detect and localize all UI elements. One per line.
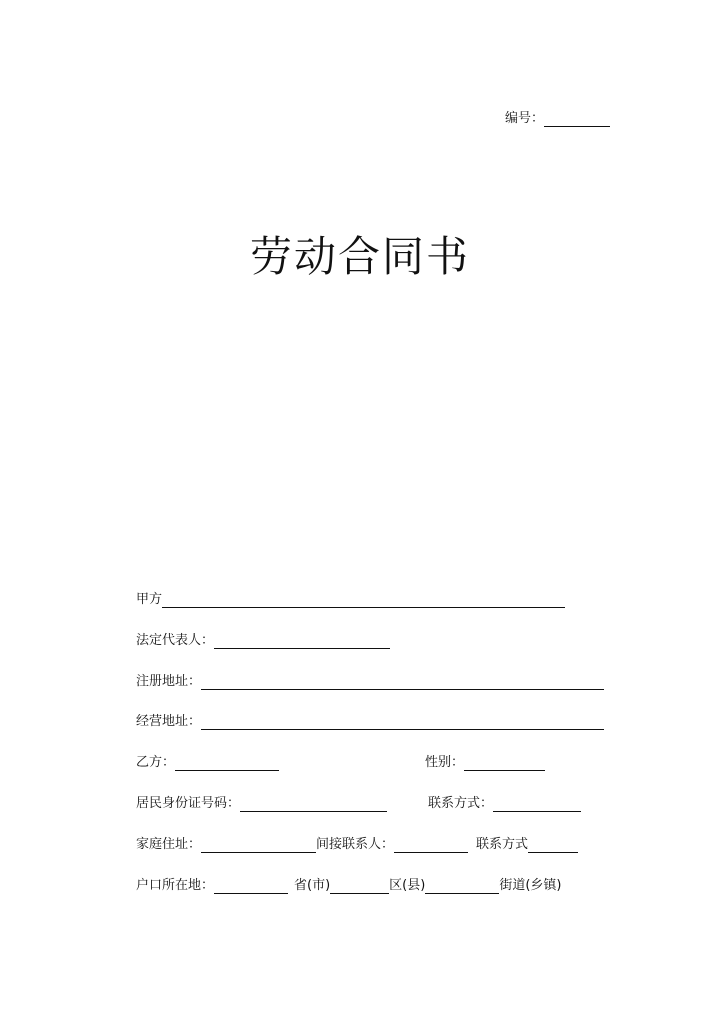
legal-rep-label: 法定代表人： bbox=[136, 633, 215, 648]
contact-label: 联系方式： bbox=[428, 796, 494, 811]
id-number-field[interactable] bbox=[240, 795, 387, 812]
contact2-field[interactable] bbox=[528, 836, 578, 853]
id-number-label: 居民身份证号码： bbox=[136, 796, 241, 811]
party-b-label: 乙方： bbox=[136, 755, 176, 770]
gender-field[interactable] bbox=[464, 754, 545, 771]
province-label: 省(市) bbox=[294, 878, 331, 893]
id-number-row bbox=[136, 795, 387, 812]
gender-row bbox=[425, 754, 545, 771]
home-address-field[interactable] bbox=[201, 836, 316, 853]
registered-address-label: 注册地址： bbox=[136, 674, 202, 689]
business-address-row bbox=[136, 713, 604, 730]
contact-field[interactable] bbox=[493, 795, 581, 812]
indirect-contact-field[interactable] bbox=[394, 836, 468, 853]
party-a-row bbox=[136, 591, 565, 608]
gender-label: 性别： bbox=[425, 755, 465, 770]
contact-row bbox=[428, 795, 581, 812]
legal-rep-field[interactable] bbox=[214, 632, 390, 649]
district-label: 区(县) bbox=[389, 878, 426, 893]
party-a-label: 甲方 bbox=[136, 592, 163, 607]
district-field[interactable] bbox=[425, 877, 499, 894]
hukou-field[interactable] bbox=[214, 877, 288, 894]
doc-number-row bbox=[505, 110, 610, 127]
province-field[interactable] bbox=[330, 877, 389, 894]
business-address-field[interactable] bbox=[201, 713, 604, 730]
home-address-label: 家庭住址： bbox=[136, 837, 202, 852]
party-a-field[interactable] bbox=[162, 591, 565, 608]
registered-address-field[interactable] bbox=[201, 673, 604, 690]
contact2-label: 联系方式 bbox=[476, 837, 529, 852]
party-b-field[interactable] bbox=[175, 754, 279, 771]
doc-number-label: 编号： bbox=[505, 111, 545, 126]
doc-number-field[interactable] bbox=[544, 110, 610, 127]
registered-address-row bbox=[136, 673, 604, 690]
street-label: 街道(乡镇) bbox=[499, 878, 562, 893]
legal-rep-row bbox=[136, 632, 390, 649]
business-address-label: 经营地址： bbox=[136, 714, 202, 729]
party-b-row bbox=[136, 754, 279, 771]
hukou-label: 户口所在地： bbox=[136, 878, 215, 893]
hukou-row bbox=[136, 877, 561, 894]
page-title: 劳动合同书 bbox=[250, 232, 471, 281]
indirect-contact-label: 间接联系人： bbox=[316, 837, 395, 852]
home-address-row bbox=[136, 836, 578, 853]
